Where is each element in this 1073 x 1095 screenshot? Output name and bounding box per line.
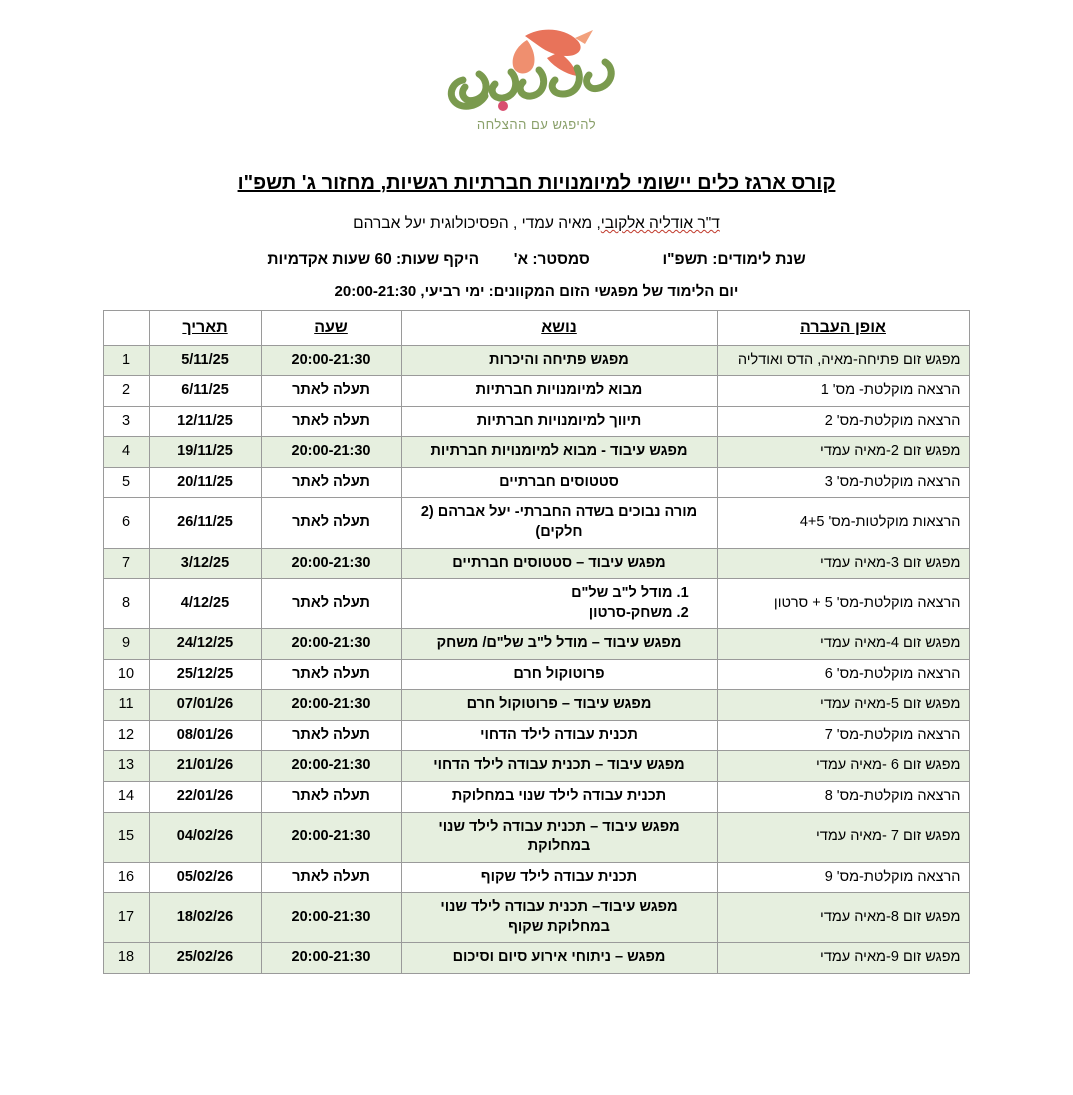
topic-list-item: 2. משחק-סרטון bbox=[410, 604, 673, 624]
topic-list bbox=[410, 584, 691, 623]
cell-time: תעלה לאתר bbox=[261, 720, 401, 751]
cell-topic: מפגש – ניתוחי אירוע סיום וסיכום bbox=[401, 943, 717, 974]
cell-topic: תכנית עבודה לילד שקוף bbox=[401, 862, 717, 893]
cell-date: 4/12/25 bbox=[149, 579, 261, 629]
cell-mode: הרצאה מוקלטת- מס' 1 bbox=[717, 376, 969, 407]
column-header-date bbox=[149, 311, 261, 346]
table-row bbox=[103, 548, 969, 579]
cell-topic bbox=[401, 579, 717, 629]
course-info-line bbox=[0, 251, 1073, 269]
cell-topic: פרוטוקול חרם bbox=[401, 659, 717, 690]
cell-mode: הרצאה מוקלטת-מס' 2 bbox=[717, 406, 969, 437]
cell-index: 4 bbox=[103, 437, 149, 468]
logo-block bbox=[0, 8, 1073, 146]
cell-time: 20:00-21:30 bbox=[261, 345, 401, 376]
column-header-mode bbox=[717, 311, 969, 346]
table-row bbox=[103, 782, 969, 813]
table-row bbox=[103, 629, 969, 660]
cell-index: 10 bbox=[103, 659, 149, 690]
table-row bbox=[103, 690, 969, 721]
logo-tagline: להיפגש עם ההצלחה bbox=[476, 117, 597, 132]
cell-mode: הרצאות מוקלטות-מס' 4+5 bbox=[717, 498, 969, 548]
cell-index: 8 bbox=[103, 579, 149, 629]
cell-index: 14 bbox=[103, 782, 149, 813]
cell-index: 18 bbox=[103, 943, 149, 974]
schedule-table-wrap bbox=[104, 310, 970, 974]
cell-date: 08/01/26 bbox=[149, 720, 261, 751]
accent-dot-icon bbox=[498, 101, 508, 111]
table-row bbox=[103, 376, 969, 407]
cell-date: 05/02/26 bbox=[149, 862, 261, 893]
cell-time: תעלה לאתר bbox=[261, 659, 401, 690]
cell-topic: מורה נבוכים בשדה החברתי- יעל אברהם (2 חלקים) bbox=[401, 498, 717, 548]
cell-index: 15 bbox=[103, 812, 149, 862]
column-header-topic-label: נושא bbox=[541, 319, 577, 336]
cell-index: 9 bbox=[103, 629, 149, 660]
cell-mode: מפגש זום 6 -מאיה עמדי bbox=[717, 751, 969, 782]
cell-index: 6 bbox=[103, 498, 149, 548]
column-header-time bbox=[261, 311, 401, 346]
cell-date: 04/02/26 bbox=[149, 812, 261, 862]
cell-topic: מפגש עיבוד – תכנית עבודה לילד שנוי במחלוקת bbox=[401, 812, 717, 862]
column-header-topic bbox=[401, 311, 717, 346]
cell-index: 11 bbox=[103, 690, 149, 721]
cell-mode: מפגש זום 3-מאיה עמדי bbox=[717, 548, 969, 579]
page-title: קורס ארגז כלים יישומי למיומנויות חברתיות רגשיות, מחזור ג' תשפ"ו bbox=[237, 172, 836, 194]
cell-date: 26/11/25 bbox=[149, 498, 261, 548]
cell-topic: תכנית עבודה לילד הדחוי bbox=[401, 720, 717, 751]
lecturer-others: , מאיה עמדי , הפסיכולוגית יעל אברהם bbox=[353, 215, 601, 232]
cell-time: תעלה לאתר bbox=[261, 862, 401, 893]
cell-date: 18/02/26 bbox=[149, 893, 261, 943]
cell-mode: הרצאה מוקלטת-מס' 5 + סרטון bbox=[717, 579, 969, 629]
cell-mode: מפגש זום 5-מאיה עמדי bbox=[717, 690, 969, 721]
cell-time: תעלה לאתר bbox=[261, 376, 401, 407]
table-row bbox=[103, 720, 969, 751]
table-row bbox=[103, 751, 969, 782]
cell-time: תעלה לאתר bbox=[261, 782, 401, 813]
cell-time: 20:00-21:30 bbox=[261, 690, 401, 721]
cell-topic: תיווך למיומנויות חברתיות bbox=[401, 406, 717, 437]
cell-date: 25/12/25 bbox=[149, 659, 261, 690]
logo-icon bbox=[407, 22, 667, 127]
cell-index: 2 bbox=[103, 376, 149, 407]
table-row bbox=[103, 862, 969, 893]
cell-time: תעלה לאתר bbox=[261, 498, 401, 548]
cell-date: 5/11/25 bbox=[149, 345, 261, 376]
hours-scope: היקף שעות: 60 שעות אקדמיות bbox=[267, 251, 480, 268]
cell-index: 5 bbox=[103, 467, 149, 498]
column-header-index bbox=[103, 311, 149, 346]
cell-date: 07/01/26 bbox=[149, 690, 261, 721]
table-row bbox=[103, 579, 969, 629]
cell-mode: מפגש זום 8-מאיה עמדי bbox=[717, 893, 969, 943]
cell-date: 25/02/26 bbox=[149, 943, 261, 974]
table-row bbox=[103, 943, 969, 974]
table-row bbox=[103, 893, 969, 943]
cell-time: 20:00-21:30 bbox=[261, 437, 401, 468]
cell-topic: מפגש עיבוד – תכנית עבודה לילד הדחוי bbox=[401, 751, 717, 782]
table-row bbox=[103, 345, 969, 376]
cell-mode: הרצאה מוקלטת-מס' 6 bbox=[717, 659, 969, 690]
cell-mode: מפגש זום 2-מאיה עמדי bbox=[717, 437, 969, 468]
cell-time: תעלה לאתר bbox=[261, 406, 401, 437]
cell-time: 20:00-21:30 bbox=[261, 943, 401, 974]
cell-time: 20:00-21:30 bbox=[261, 629, 401, 660]
cell-time: תעלה לאתר bbox=[261, 467, 401, 498]
cell-date: 21/01/26 bbox=[149, 751, 261, 782]
study-year: שנת לימודים: תשפ"ו bbox=[662, 251, 806, 268]
cell-time: 20:00-21:30 bbox=[261, 812, 401, 862]
table-row bbox=[103, 659, 969, 690]
semester: סמסטר: א' bbox=[513, 251, 590, 268]
cell-mode: הרצאה מוקלטת-מס' 9 bbox=[717, 862, 969, 893]
cell-topic: מפגש עיבוד – סטטוסים חברתיים bbox=[401, 548, 717, 579]
cell-date: 22/01/26 bbox=[149, 782, 261, 813]
cell-date: 24/12/25 bbox=[149, 629, 261, 660]
cell-index: 16 bbox=[103, 862, 149, 893]
cell-time: 20:00-21:30 bbox=[261, 548, 401, 579]
table-header-row bbox=[103, 311, 969, 346]
cell-mode: מפגש זום 7 -מאיה עמדי bbox=[717, 812, 969, 862]
column-header-time-label: שעה bbox=[314, 319, 348, 336]
cell-topic: סטטוסים חברתיים bbox=[401, 467, 717, 498]
cell-mode: מפגש זום פתיחה-מאיה, הדס ואודליה bbox=[717, 345, 969, 376]
cell-index: 17 bbox=[103, 893, 149, 943]
column-header-date-label: תאריך bbox=[182, 319, 228, 336]
cell-index: 7 bbox=[103, 548, 149, 579]
schedule-table-body bbox=[103, 345, 969, 973]
cell-index: 13 bbox=[103, 751, 149, 782]
cell-topic: מפגש עיבוד – פרוטוקול חרם bbox=[401, 690, 717, 721]
cell-mode: הרצאה מוקלטת-מס' 7 bbox=[717, 720, 969, 751]
cell-time: תעלה לאתר bbox=[261, 579, 401, 629]
topic-list-item: 1. מודל ל"ב של"ם bbox=[410, 584, 673, 604]
table-row bbox=[103, 812, 969, 862]
cell-topic: מפגש פתיחה והיכרות bbox=[401, 345, 717, 376]
cell-mode: הרצאה מוקלטת-מס' 8 bbox=[717, 782, 969, 813]
cell-topic: מפגש עיבוד – מודל ל"ב של"ם/ משחק bbox=[401, 629, 717, 660]
lecturer-primary: ד"ר אודליה אלקובי bbox=[600, 215, 720, 232]
lecturers-line bbox=[0, 215, 1073, 233]
cell-date: 6/11/25 bbox=[149, 376, 261, 407]
cell-topic: מבוא למיומנויות חברתיות bbox=[401, 376, 717, 407]
column-header-mode-label: אופן העברה bbox=[800, 319, 886, 336]
table-row bbox=[103, 498, 969, 548]
cell-index: 1 bbox=[103, 345, 149, 376]
table-row bbox=[103, 406, 969, 437]
brand-logo bbox=[407, 22, 667, 140]
cell-index: 12 bbox=[103, 720, 149, 751]
cell-index: 3 bbox=[103, 406, 149, 437]
cell-date: 12/11/25 bbox=[149, 406, 261, 437]
cell-topic: מפגש עיבוד– תכנית עבודה לילד שנוי במחלוקת שקוף bbox=[401, 893, 717, 943]
meeting-day-line: יום הלימוד של מפגשי הזום המקוונים: ימי רביעי, 20:00-21:30 bbox=[334, 283, 739, 300]
cell-mode: מפגש זום 9-מאיה עמדי bbox=[717, 943, 969, 974]
schedule-table bbox=[103, 310, 970, 974]
cell-date: 19/11/25 bbox=[149, 437, 261, 468]
cell-date: 20/11/25 bbox=[149, 467, 261, 498]
cell-time: 20:00-21:30 bbox=[261, 893, 401, 943]
table-row bbox=[103, 437, 969, 468]
cell-topic: תכנית עבודה לילד שנוי במחלוקת bbox=[401, 782, 717, 813]
table-row bbox=[103, 467, 969, 498]
cell-mode: מפגש זום 4-מאיה עמדי bbox=[717, 629, 969, 660]
cell-time: 20:00-21:30 bbox=[261, 751, 401, 782]
cell-mode: הרצאה מוקלטת-מס' 3 bbox=[717, 467, 969, 498]
cell-date: 3/12/25 bbox=[149, 548, 261, 579]
cell-topic: מפגש עיבוד - מבוא למיומנויות חברתיות bbox=[401, 437, 717, 468]
